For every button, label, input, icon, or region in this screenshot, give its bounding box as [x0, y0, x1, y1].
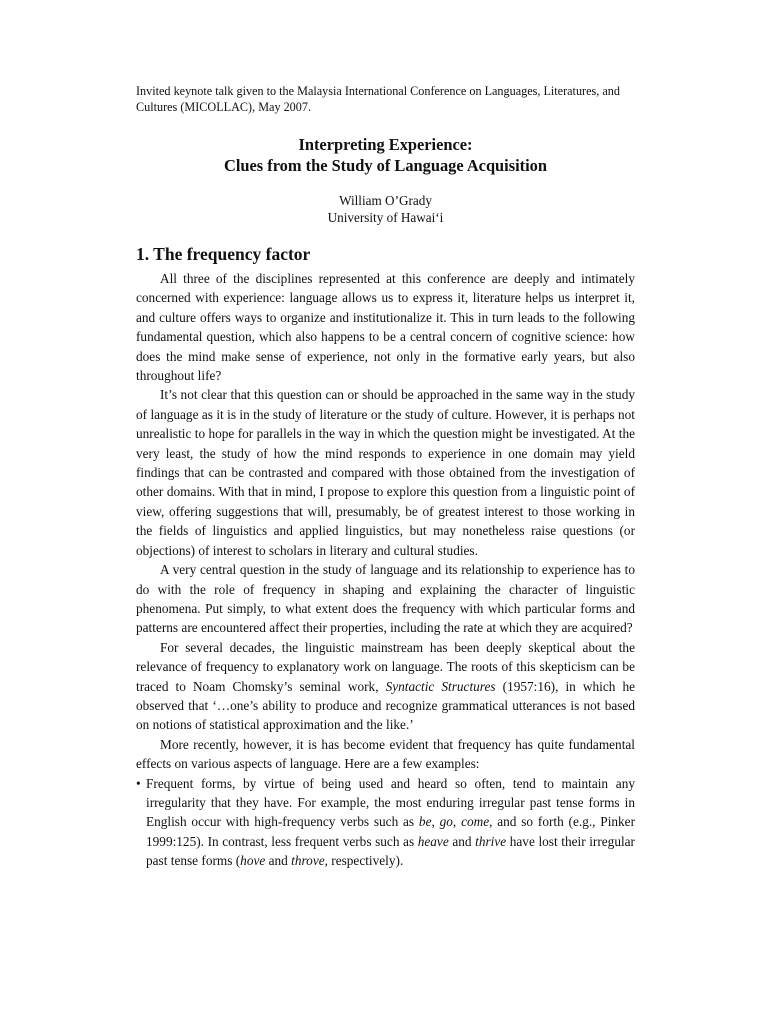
comma-1: , [431, 814, 440, 830]
list-item [136, 774, 635, 871]
author-affiliation: University of Hawai‘i [327, 210, 444, 225]
bullet-text-3: and [448, 833, 476, 849]
bullet-text-6: , respectively). [324, 853, 404, 869]
example-word-go: go [439, 814, 453, 830]
example-word-throve: throve [291, 853, 325, 869]
bullet-text-5: and [265, 853, 292, 869]
paragraph-2: It’s not clear that this question can or should be approached in the same way in the study of language as it is in the study of literature or the study of culture. However, it is perhaps not unrealistic to hope for parallels in the way in which the question might be investigated. At the very least, the study of how the mind responds to experience in one domain may yield findings that can be contrasted and compared with those obtained from the investigation of other domains. With that in mind, I propose to explore this question from a linguistic point of view, offering suggestions that will, presumably, be of greatest interest to those working in the fields of linguistics and applied linguistics, but may nonetheless raise questions (or objections) of interest to scholars in literary and cultural studies. [136, 387, 635, 558]
paragraph-1: All three of the disciplines represented at this conference are deeply and intimately concerned with experience: language allows us to express it, literature helps us interpret it, and culture offers ways to organize and institutionalize it. This in turn leads to the following fundamental question, which also happens to be a central concern of cognitive science: how does the mind make sense of experience, not only in the formative early years, but also throughout life? [136, 271, 635, 384]
comma-2: , [452, 814, 462, 830]
example-word-thrive: thrive [475, 833, 507, 849]
author-name: William O’Grady [339, 193, 432, 208]
bullet-text-2: , and so forth (e.g., Pinker 1999:125). In contrast, less frequent verbs such as [146, 814, 636, 849]
paragraph-4 [136, 638, 635, 735]
section-heading: 1. The frequency factor [136, 244, 311, 264]
bullet-text-4: have lost their irregular past tense forms ( [146, 833, 635, 869]
paragraph-4-text-b: (1957:16), in which he observed that ‘…one’s ability to produce and recognize grammatical utterances is not based on notions of statistical approximation and the like.’ [136, 678, 636, 733]
conference-note: Invited keynote talk given to the Malaysia International Conference on Languages, Literatures, and Cultures (MICOLLAC), May 2007. [136, 84, 620, 114]
paragraph-4-text-a: For several decades, the linguistic mainstream has been deeply skeptical about the relevance of frequency to explanatory work on language. The roots of this skepticism can be traced to Noam Chomsky’s seminal work, [136, 639, 635, 694]
example-word-be: be [418, 814, 432, 830]
book-title: Syntactic Structures [385, 678, 496, 694]
bullet-text-1: Frequent forms, by virtue of being used and heard so often, tend to maintain any irregularity that they have. For example, the most enduring irregular past tense forms in English occur with high-frequency verbs such as [146, 775, 635, 830]
example-word-come: come [461, 814, 490, 830]
examples-list [136, 774, 635, 871]
example-word-heave: heave [417, 833, 449, 849]
bullet-icon: • [136, 775, 141, 791]
title-line-1: Interpreting Experience: [298, 135, 473, 154]
paragraph-5: More recently, however, it is has become evident that frequency has quite fundamental effects on various aspects of language. Here are a few examples: [136, 736, 635, 772]
author-block [136, 192, 635, 226]
paper-title [136, 134, 635, 176]
example-word-hove: hove [240, 853, 266, 869]
paragraph-3: A very central question in the study of language and its relationship to experience has to do with the role of frequency in shaping and explaining the character of linguistic phenomena. Put simply, to what extent does the frequency with which particular forms and patterns are encountered affect their properties, including the rate at which they are acquired? [136, 562, 635, 636]
title-line-2: Clues from the Study of Language Acquisition [223, 156, 547, 175]
